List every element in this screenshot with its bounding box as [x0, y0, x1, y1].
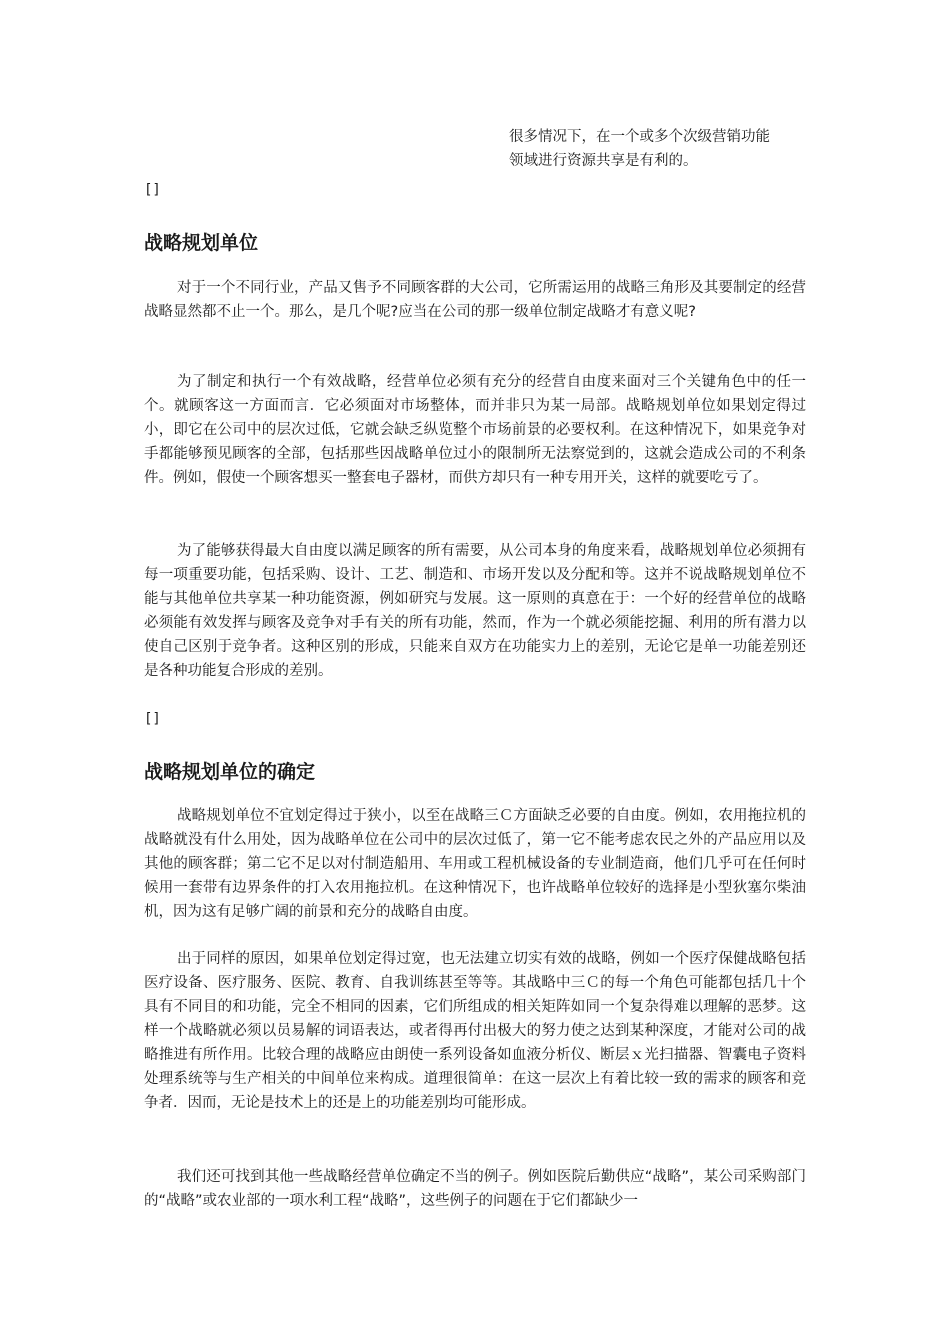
side-note: [509, 125, 809, 173]
side-note-line-2: 领域进行资源共享是有利的。: [509, 153, 698, 169]
side-note-line-1: 很多情况下，在一个或多个次级营销功能: [509, 129, 770, 145]
paragraph: 为了制定和执行一个有效战略，经营单位必须有充分的经营自由度来面对三个关键角色中的任一个。就顾客这一方面而言．它必须面对市场整体，而并非只为某一局部。战略规划单位如果划定得过小，即它在公司中的层次过低，它就会缺乏纵览整个市场前景的必要权利。在这种情况下，如果竞争对手都能够预见顾客的全部，包括那些因战略单位过小的限制所无法察觉到的，这就会造成公司的不利条件。例如，假使一个顾客想买一整套电子器材，而供方却只有一种专用开关，这样的就要吃亏了。: [144, 374, 806, 486]
paragraph: 出于同样的原因，如果单位划定得过宽，也无法建立切实有效的战略，例如一个医疗保健战略包括医疗设备、医疗服务、医院、教育、自我训练甚至等等。其战略中三Ｃ的每一个角色可能都包括几十个具有不同目的和功能，完全不相同的因素，它们所组成的相关矩阵如同一个复杂得难以理解的恶梦。这样一个战略就必须以员易解的词语表达，或者得再付出极大的努力使之达到某种深度，才能对公司的战略推进有所作用。比较合理的战略应由朗使一系列设备如血液分析仪、断层ｘ光扫描器、智囊电子资料处理系统等与生产相关的中间单位来构成。道理很简单：在这一层次上有着比较一致的需求的顾客和竞争者．因而，无论是技术上的还是上的功能差别均可能形成。: [144, 951, 806, 1111]
broken-image-placeholder: []: [144, 711, 161, 727]
broken-image-placeholder: []: [144, 182, 161, 198]
section-title-unit-determination: 战略规划单位的确定: [144, 761, 316, 783]
paragraph: 对于一个不同行业，产品又售予不同顾客群的大公司，它所需运用的战略三角形及其要制定的经营战略显然都不止一个。那么，是几个呢?应当在公司的那一级单位制定战略才有意义呢?: [144, 280, 806, 320]
paragraph: 我们还可找到其他一些战略经营单位确定不当的例子。例如医院后勤供应“战略”，某公司采购部门的“战略”或农业部的一项水利工程“战略”，这些例子的问题在于它们都缺少一: [144, 1169, 806, 1209]
paragraph: 战略规划单位不宜划定得过于狭小，以至在战略三Ｃ方面缺乏必要的自由度。例如，农用拖拉机的战略就没有什么用处，因为战略单位在公司中的层次过低了，第一它不能考虑农民之外的产品应用以及其他的顾客群；第二它不足以对付制造船用、车用或工程机械设备的专业制造商，他们几乎可在任何时候用一套带有边界条件的打入农用拖拉机。在这种情况下，也许战略单位较好的选择是小型狄塞尔柴油机，因为这有足够广阔的前景和充分的战略自由度。: [144, 808, 806, 920]
section-title-strategic-planning-unit: 战略规划单位: [144, 232, 259, 254]
paragraph: 为了能够获得最大自由度以满足顾客的所有需要，从公司本身的角度来看，战略规划单位必须拥有每一项重要功能，包括采购、设计、工艺、制造和、市场开发以及分配和等。这并不说战略规划单位不能与其他单位共享某一种功能资源，例如研究与发展。这一原则的真意在于：一个好的经营单位的战略必须能有效发挥与顾客及竞争对手有关的所有功能，然而，作为一个就必须能挖掘、利用的所有潜力以使自己区别于竞争者。这种区别的形成，只能来自双方在功能实力上的差别，无论它是单一功能差别还是各种功能复合形成的差别。: [144, 543, 806, 679]
